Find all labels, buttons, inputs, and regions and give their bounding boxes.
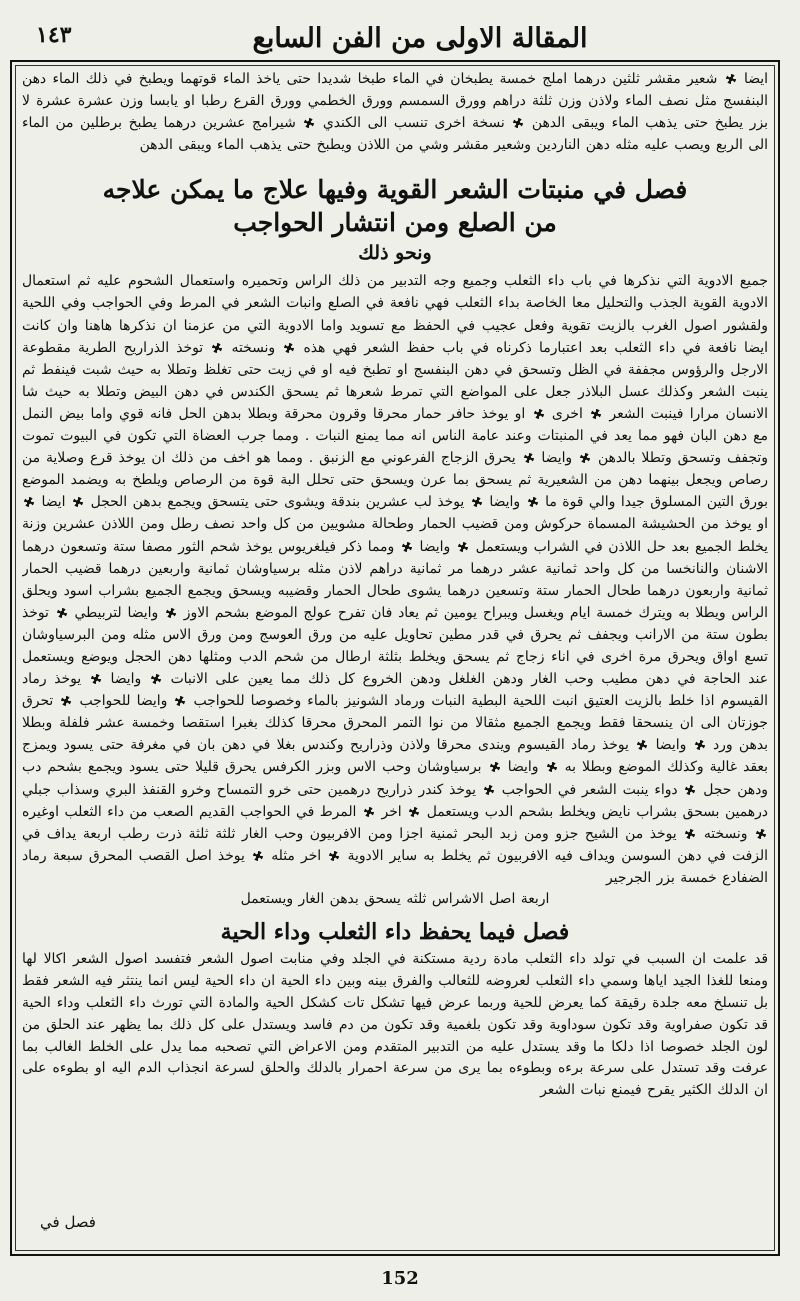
fleuron-star-icon xyxy=(524,453,534,463)
fleuron-star-icon xyxy=(91,674,101,684)
fleuron-star-icon xyxy=(212,343,222,353)
fleuron-star-icon xyxy=(534,409,544,419)
section-heading-line-2: من الصلع ومن انتشار الحواجب xyxy=(233,208,557,238)
fleuron-star-icon xyxy=(637,740,647,750)
fleuron-star-icon xyxy=(685,785,695,795)
fleuron-star-icon xyxy=(490,762,500,772)
fleuron-star-icon xyxy=(513,118,523,128)
section-heading-line-1: فصل في منبتات الشعر القوية وفيها علاج ما يمكن علاجه xyxy=(102,175,688,205)
fleuron-star-icon xyxy=(61,696,71,706)
fleuron-star-icon xyxy=(73,497,83,507)
fleuron-star-icon xyxy=(402,542,412,552)
fleuron-star-icon xyxy=(151,674,161,684)
fleuron-star-icon xyxy=(726,74,736,84)
fleuron-star-icon xyxy=(484,785,494,795)
section-2-heading: فصل فيما يحفظ داء الثعلب وداء الحية xyxy=(220,918,570,945)
fleuron-star-icon xyxy=(685,829,695,839)
section-1-closing-line: اربعة اصل الاشراس ثلثه يسحق بدهن الغار ويستعمل xyxy=(240,891,550,907)
fleuron-star-icon xyxy=(329,851,339,861)
fleuron-star-icon xyxy=(591,409,601,419)
fleuron-star-icon xyxy=(304,118,314,128)
intro-paragraph: ايضا شعير مقشر ثلثين درهما املج خمسة يطبخان في الماء طبخا شديدا حتى ياخذ الماء قوتهما ويطبخ في ذلك الماء دهن البنفسج مثل نصف الماء ولاذن وزن ثلثة دراهم وورق السمسم وورق الخطمي وورق القرع رطبا او يابسا وزن عشرة عشرة لا بزر يطبخ حتى يذهب الماء ويبقى الدهن نسخة اخرى تنسب الى الكندي شيرامج عشرين درهما يطبخ برطلين من الماء الى الربع ويصب عليه مثله دهن الناردين وشعير مقشر وشي من اللاذن ويطبخ حتى يذهب الماء ويبقى الدهن xyxy=(22,71,768,154)
page-title: المقالة الاولى من الفن السابع xyxy=(252,22,588,54)
catchword: فصل في xyxy=(40,1213,96,1231)
fleuron-star-icon xyxy=(24,497,34,507)
fleuron-star-icon xyxy=(364,807,374,817)
fleuron-star-icon xyxy=(57,608,67,618)
spacer xyxy=(22,156,768,170)
fleuron-star-icon xyxy=(756,829,766,839)
folio-number-top: ١٤٣ xyxy=(36,22,72,48)
fleuron-star-icon xyxy=(528,497,538,507)
fleuron-star-icon xyxy=(253,851,263,861)
fleuron-star-icon xyxy=(580,453,590,463)
fleuron-star-icon xyxy=(547,762,557,772)
fleuron-star-icon xyxy=(284,343,294,353)
fleuron-star-icon xyxy=(695,740,705,750)
section-2-paragraph: قد علمت ان السبب في تولد داء الثعلب مادة ردية مستكنة في الجلد وفي منابت اصول الشعر فتفسد اصول الشعر اكالا لها ومنعا للغذا الجيد اياها وسمي داء الثعلب لعروضه للثعالب والفرق بينه وبين داء الحية ان داء الحية ليس انما ينتثر فيه الشعر فقط بل تنسلخ معه جلدة رقيقة كما يعرض للحية وربما عرض فيها تشكل تات كشكل الحية والمادة التي تورث داء الثعلب وداء الحية قد تكون صفراوية وقد تكون سوداوية وقد تكون بلغمية وقد تكون من دم فاسد ويستدل على كل ذلك بما يظهر عند الحلق من لون الجلد خصوصا اذا دلكا ما وقد يستدل عليه من التدبير المتقدم ومن الاعراض التي تصحبه مما يدل على الخلط الغالب بما عرفت وقد تستدل على سرعة برءه وبطوءه بما يرى من سرعة احمرار بالدلك والحلق لسرعة انجذاب الدم اليه او بطوءه على ان الدلك الكثير يقرح فيمنع نبات الشعر xyxy=(22,950,768,1099)
folio-number-bottom: 152 xyxy=(381,1268,419,1289)
fleuron-star-icon xyxy=(472,497,482,507)
running-head xyxy=(120,18,720,58)
fleuron-star-icon xyxy=(166,608,176,618)
section-heading-line-3: ونحو ذلك xyxy=(358,242,432,265)
text-block xyxy=(22,68,768,1248)
fleuron-star-icon xyxy=(458,542,468,552)
fleuron-star-icon xyxy=(175,696,185,706)
fleuron-star-icon xyxy=(409,807,419,817)
section-1-paragraph: جميع الادوية التي نذكرها في باب داء الثعلب وجميع وجه التدبير من ذلك الراس وتحميره واستعمال الشحوم عليه ثم استعمال الادوية القوية الجذب والتحليل معا الخاصة بداء الثعلب فهي نافعة في الصلع وانبات الشعر في المرط وفي الحواجب وفي اللحية ولقشور اصول الغرب بالزيت تقوية وفعل عجيب في الحفظ مع تسويد واما الادوية التي من عزمنا ان نذكرها هاهنا وان كانت ايضا نافعة في داء الثعلب بعد اعتبارما ذكرناه في باب حفظ الشعر فهي هذه ونسخته توخذ الذراريح الطرية مقطوعة الارجل والرؤوس مجففة في الظل وتسحق في دهن البنفسج او تطبخ فيه او في زيت حتى تغلظ وتطلا به حيث شبت فينفط ثم ينبت الشعر وكذلك عسل البلاذر جعل على المواضع التي تمرط شعرها ثم يسحق الكندس في دهن البيض وتطلا به حيث شا الانسان مرارا فينبت الشعر اخرى او يوخذ حافر حمار محرقا وقرون محرقة وبطلا بدهن الحل فانه قوي واما بيض النمل مع دهن البان فهو مما يعد في المنبتات وعند عامة الناس انه مما يمنع النبات . ومما جرب العضاة التي تكون في البيوت تموت وتجفف وتسحق وتطلا بالدهن وايضا يحرق الزجاج الفرعوني مع الزنبق . ومما هو اخف من ذلك ان يوخذ قرع وصلاية من رصاص ويجعل بينهما دهن من الشعيرية ثم يسحق بما عرن ويسحق حتى تحلل البة قوة من الرصاص ويلطخ به ويضمد الموضع بورق التين المسلوق جيدا والي قوة ما وايضا يوخذ لب عشرين بندقة ويشوى حتى يتسحق ويجمع بدهن الحجل ايضا او يوخذ من الحشيشة المسماة حركوش ومن قضيب الحمار وطحالة مشويين من كل واحد نصف رطل ومن اللاذن عشرين وزنة يخلط الجميع بعد حل اللاذن في الشراب ويستعمل وايضا ومما ذكر فيلغريوس يوخذ شحم الثور مصفا ستة وتسعون درهما الاشنان والنانخسا من كل واحد ثمانية عشر درهما مر ثمانية دراهم لاذن مثله برسياوشان ثمانية واربعين درهما قضيب الحمار ثمانية واربعون درهما طحال الحمار ستة وتسعين درهما يشوى طحال الحمار وقضيبه ويسحق ويجمع الجميع بشراب اسود ويحلق الراس ويطلا به ويترك خمسة ايام ويغسل ويبراح يومين ثم يعاد فان تفرح عولج الموضع بشحم الاوز وايضا لتربيطي توخذ بطون ستة من الارانب ويجفف ثم يحرق في قدر مطين تحاويل عليه من ورق العوسج ومن ورق الاس مثله ومن البرسياوشان تسع اواق ويحرق مرة اخرى في اناء زجاج ثم يسحق ويخلط بثلثة ارطال من شحم الدب ومثلها دهن الحجل ويوضع ويستعمل عند الحاجة في دهن مطيب وحب الغار ودهن الغلغل ودهن الخروع كل ذلك مما يعين على الانبات وايضا يوخذ رماد القيسوم اذا خلط بالزيت العتيق انبت اللحية البطية النبات ورماد الشونيز بالماء وخصوصا للحواجب وايضا للحواجب تحرق جوزتان الى ان ينسحقا فقط ويجمع الجميع مثقالا من نوا التمر المحرق محرقا كذلك بغبرا استقصا وخمسة عشر فلفلة وبطلا بدهن ورد وايضا يوخذ رماد القيسوم ويندى محرقا ولاذن وذراريح وكندس بغلا في دهن بان في مغرفة حتى يسود ويمزج بعقد غالية وكذلك الموضع وبطلا به وايضا برسياوشان وحب الاس وبزر الكرفس يحرق قليلا حتى يسود ويجمع بشحم دب ودهن حجل دواء ينبت الشعر في الحواجب يوخذ كندر ذراريح درهمين حتى خرو التمساح وخرو القنفذ البري وسذاب جبلي درهمين بسحق بشراب نايض ويخلط بشحم الدب ويستعمل اخر المرط في الحواجب القديم الصعب من داء الثعلب اوغيره ونسخته يوخذ من الشيح جزو ومن زبد البحر ثمنية اجزا ومن الافربيون وحب الغار ثلثة ثلثة ذرت رطب اربعة يداف في الزفت في دهن السوسن ويداف فيه الافربيون ثم يخلط به ساير الادوية اخر مثله يوخذ اصل القصب المحرق سبعة رماد الضفادع خمسة بزر الجرجير xyxy=(22,273,768,886)
